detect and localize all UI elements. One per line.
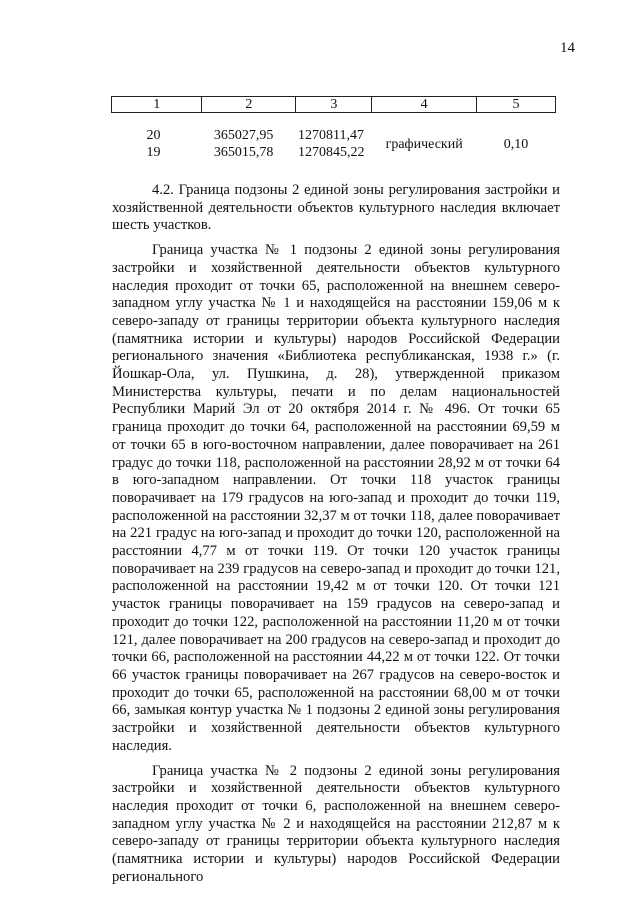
document-body (112, 182, 560, 886)
table-header-cell: 4 (372, 97, 477, 113)
table-row (112, 127, 556, 144)
point-number: 19 (146, 145, 161, 160)
accuracy-cell: 0,10 (503, 136, 529, 152)
table-header-row (112, 97, 556, 113)
table-header-cell: 1 (112, 97, 202, 113)
point-number: 20 (146, 128, 161, 143)
table-header-cell: 3 (296, 97, 372, 113)
x-coordinate: 365027,95 (213, 128, 274, 143)
method-cell: графический (385, 136, 463, 152)
paragraph-section-4-2: 4.2. Граница подзоны 2 единой зоны регулирования застройки и хозяйственной деятельности объектов культурного наследия включает шесть участков. (112, 182, 560, 234)
page-number: 14 (560, 40, 575, 56)
table-header-cell: 5 (477, 97, 556, 113)
paragraph-plot-1: Граница участка № 1 подзоны 2 единой зоны регулирования застройки и хозяйственной деятельности объектов культурного наследия проходит от точки 65, расположенной на внешнем северо-западном углу участка № 1 и находящейся на расстоянии 159,06 м к северо-западу от границы территории объекта культурного наследия (памятника истории и культуры) народов Российской Федерации регионального значения «Библиотека республиканская, 1938 г.» (г. Йошкар-Ола, ул. Пушкина, д. 28), утвержденной приказом Министерства культуры, печати и по делам национальностей Республики Марий Эл от 20 октября 2014 г. № 496. От точки 65 граница проходит до точки 64, расположенной на расстоянии 69,59 м от точки 65 в юго-восточном направлении, далее поворачивает на 261 градус до точки 118, расположенной на расстоянии 28,92 м от точки 64 в юго-западном направлении. От точки 118 участок границы поворачивает на 179 градусов на юго-запад и проходит до точки 119, расположенной на расстоянии 32,37 м от точки 118, далее поворачивает на 221 градус на юго-запад и проходит до точки 120, расположенной на расстоянии 4,77 м от точки 119. От точки 120 участок границы поворачивает на 239 градусов на северо-запад и проходит до точки 121, расположенной на расстоянии 19,42 м от точки 120. От точки 121 участок границы поворачивает на 159 градусов на северо-запад и проходит до точки 122, расположенной на расстоянии 11,20 м от точки 121, далее поворачивает на 200 градусов на северо-запад и проходит до точки 66, расположенной на расстоянии 44,22 м от точки 122. От точки 66 участок границы поворачивает на 267 градусов на северо-восток и проходит до точки 65, расположенной на расстоянии 68,00 м от точки 66, замыкая контур участка № 1 подзоны 2 единой зоны регулирования застройки и хозяйственной деятельности объектов культурного наследия. (112, 242, 560, 754)
y-coordinate: 1270811,47 (297, 128, 364, 143)
paragraph-plot-2: Граница участка № 2 подзоны 2 единой зоны регулирования застройки и хозяйственной деятельности объектов культурного наследия проходит от точки 6, расположенной на внешнем северо-западном углу участка № 2 и находящейся на расстоянии 212,87 м к северо-западу от границы территории объекта культурного наследия (памятника истории и культуры) народов Российской Федерации регионального (112, 762, 560, 885)
x-coordinate: 365015,78 (213, 145, 274, 160)
coordinates-table (111, 96, 556, 161)
table-header-cell: 2 (202, 97, 296, 113)
y-coordinate: 1270845,22 (297, 145, 365, 160)
